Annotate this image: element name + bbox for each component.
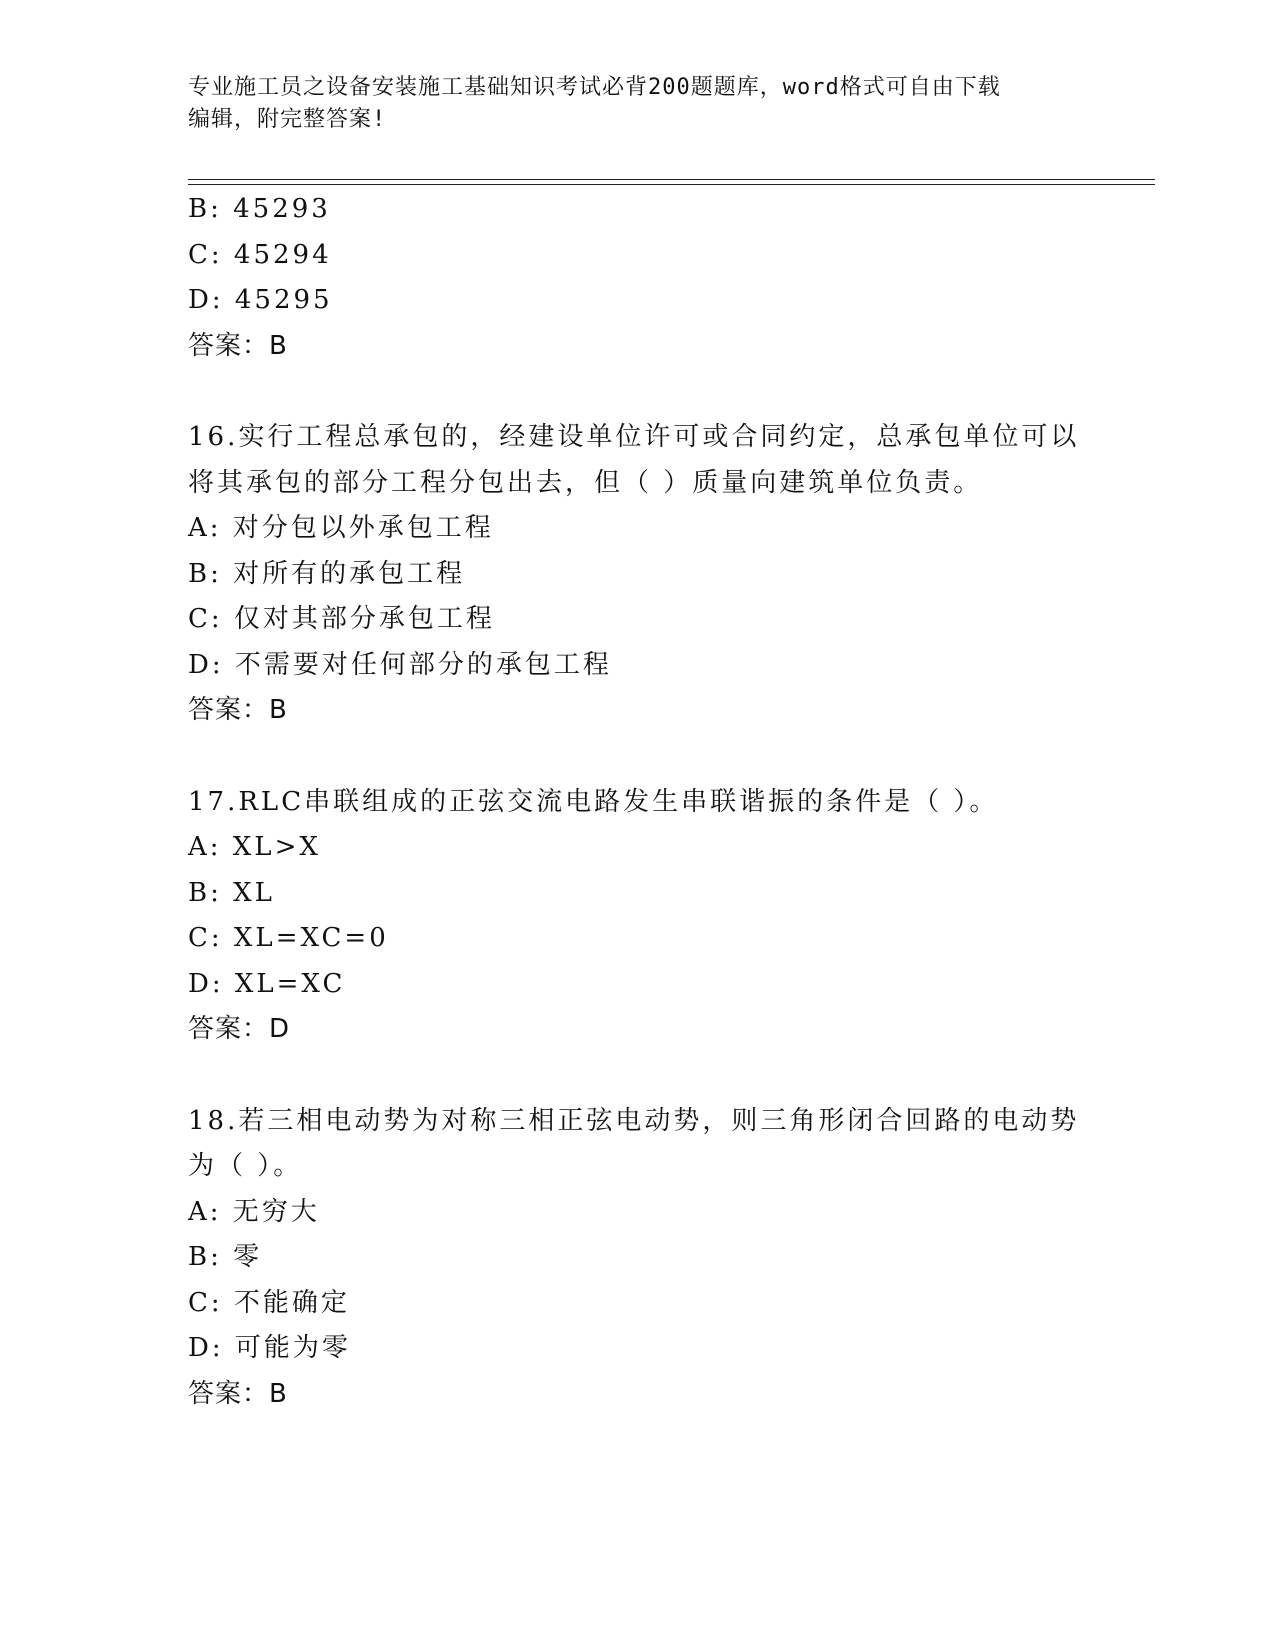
answer: 答案：B: [188, 1378, 288, 1409]
option-a: A: XL>X: [188, 832, 321, 862]
answer: 答案：B: [188, 695, 288, 725]
header-line-2: 编辑，附完整答案!: [188, 107, 387, 132]
answer: 答案：B: [188, 330, 288, 361]
option-b: B: 45293: [188, 194, 331, 224]
header-divider: [188, 179, 1155, 185]
option-d: D: 45295: [188, 285, 333, 315]
option-c: C: 仅对其部分承包工程: [188, 604, 495, 634]
option-b: B: XL: [188, 877, 275, 908]
option-d: D: 可能为零: [188, 1333, 351, 1363]
question-stem: 16.实行工程总承包的，经建设单位许可或合同约定，总承包单位可以: [188, 422, 1080, 452]
option-c: C: 45294: [188, 239, 332, 270]
option-b: B: 零: [188, 1242, 263, 1272]
option-d: D: XL=XC: [188, 968, 346, 999]
answer: 答案：D: [188, 1014, 291, 1044]
option-c: C: 不能确定: [188, 1287, 350, 1318]
option-a: A: 无穷大: [188, 1196, 320, 1227]
option-c: C: XL=XC=0: [188, 923, 389, 953]
spacer: [188, 1053, 1088, 1099]
question-content: [188, 187, 1088, 1417]
question-stem: 18.若三相电动势为对称三相正弦电动势，则三角形闭合回路的电动势: [188, 1105, 1080, 1136]
option-a: A: 对分包以外承包工程: [188, 513, 494, 543]
question-stem: 17.RLC串联组成的正弦交流电路发生串联谐振的条件是（ ）。: [188, 786, 999, 817]
question-stem: 为（ ）。: [188, 1151, 303, 1181]
document-header: [188, 72, 1068, 136]
option-b: B: 对所有的承包工程: [188, 558, 466, 589]
header-line-1: 专业施工员之设备安装施工基础知识考试必背200题题库，word格式可自由下载: [188, 75, 1001, 100]
question-stem: 将其承包的部分工程分包出去，但（ ）质量向建筑单位负责。: [188, 467, 983, 498]
spacer: [188, 734, 1088, 780]
option-d: D: 不需要对任何部分的承包工程: [188, 649, 612, 680]
spacer: [188, 369, 1088, 415]
